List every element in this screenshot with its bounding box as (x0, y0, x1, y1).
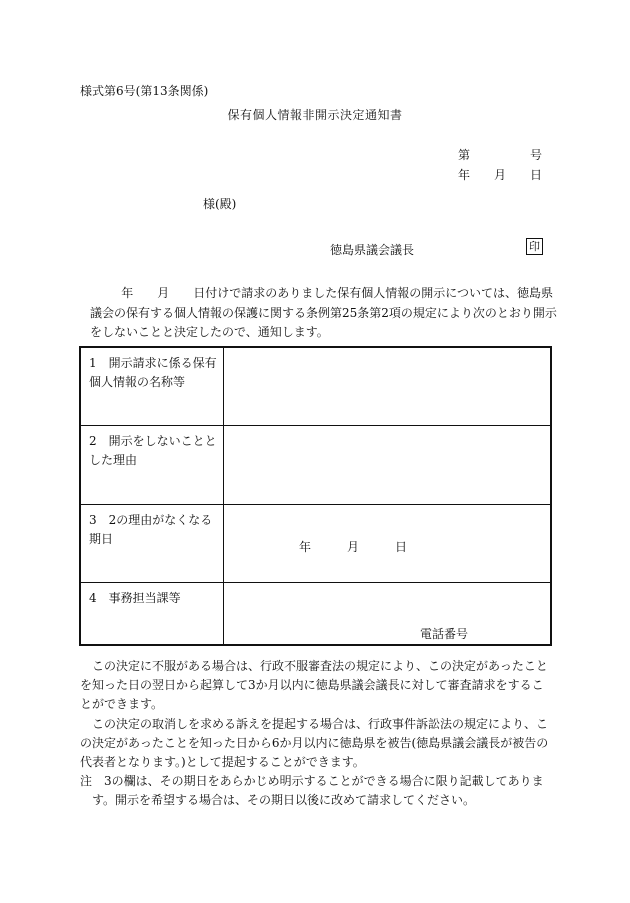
form-number: 様式第6号(第13条関係) (80, 84, 209, 98)
phone-label: 電話番号 (420, 626, 469, 641)
addressee: 様(殿) (203, 197, 237, 211)
table-row (80, 425, 551, 504)
sender-name: 徳島県議会議長 (330, 243, 415, 257)
issue-date-day: 日 (530, 168, 543, 182)
intro-line-3: をしないことと決定したので、通知します。 (90, 325, 329, 339)
intro-line-1: 年 月 日付けで請求のありました保有個人情報の開示については、徳島県 (121, 286, 553, 300)
contact-value (224, 582, 552, 645)
expiry-year: 年 (299, 539, 312, 554)
expiry-month: 月 (347, 539, 360, 554)
table-row (80, 504, 551, 582)
number-prefix: 第 (458, 148, 471, 162)
expiry-date-label: 3 2の理由がなくなる期日 (80, 504, 224, 582)
table-row (80, 582, 551, 645)
number-suffix: 号 (530, 148, 543, 162)
decision-table (79, 346, 552, 646)
contact-label: 4 事務担当課等 (80, 582, 224, 645)
appeal-notice: この決定に不服がある場合は、行政不服審査法の規定により、この決定があったことを知った日の翌日から起算して3か月以内に徳島県議会議長に対して審査請求をすることができます。 (80, 659, 548, 712)
seal-stamp-box: 印 (526, 238, 543, 255)
issue-date-month: 月 (494, 168, 507, 182)
document-title: 保有個人情報非開示決定通知書 (227, 108, 403, 122)
table-row (80, 347, 551, 425)
intro-line-2: 議会の保有する個人情報の保護に関する条例第25条第2項の規定により次のとおり開示 (90, 305, 557, 320)
expiry-date-value (224, 504, 552, 582)
request-info-value (224, 347, 552, 425)
reason-value (224, 425, 552, 504)
reason-label: 2 開示をしないこととした理由 (80, 425, 224, 504)
document-number (458, 146, 543, 163)
remark-note: 注 3の欄は、その期日をあらかじめ明示することができる場合に限り記載してあります。開示を希望する場合は、その期日以後に改めて請求してください。 (80, 774, 544, 808)
intro-paragraph (90, 284, 558, 343)
expiry-day: 日 (395, 539, 408, 554)
notes (80, 657, 554, 811)
issue-date-year: 年 (458, 168, 471, 182)
request-info-label: 1 開示請求に係る保有個人情報の名称等 (80, 347, 224, 425)
lawsuit-notice: この決定の取消しを求める訴えを提起する場合は、行政事件訴訟法の規定により、この決定があったことを知った日から6か月以内に徳島県を被告(徳島県議会議長が被告の代表者となります。)として提起することができます。 (80, 716, 549, 770)
